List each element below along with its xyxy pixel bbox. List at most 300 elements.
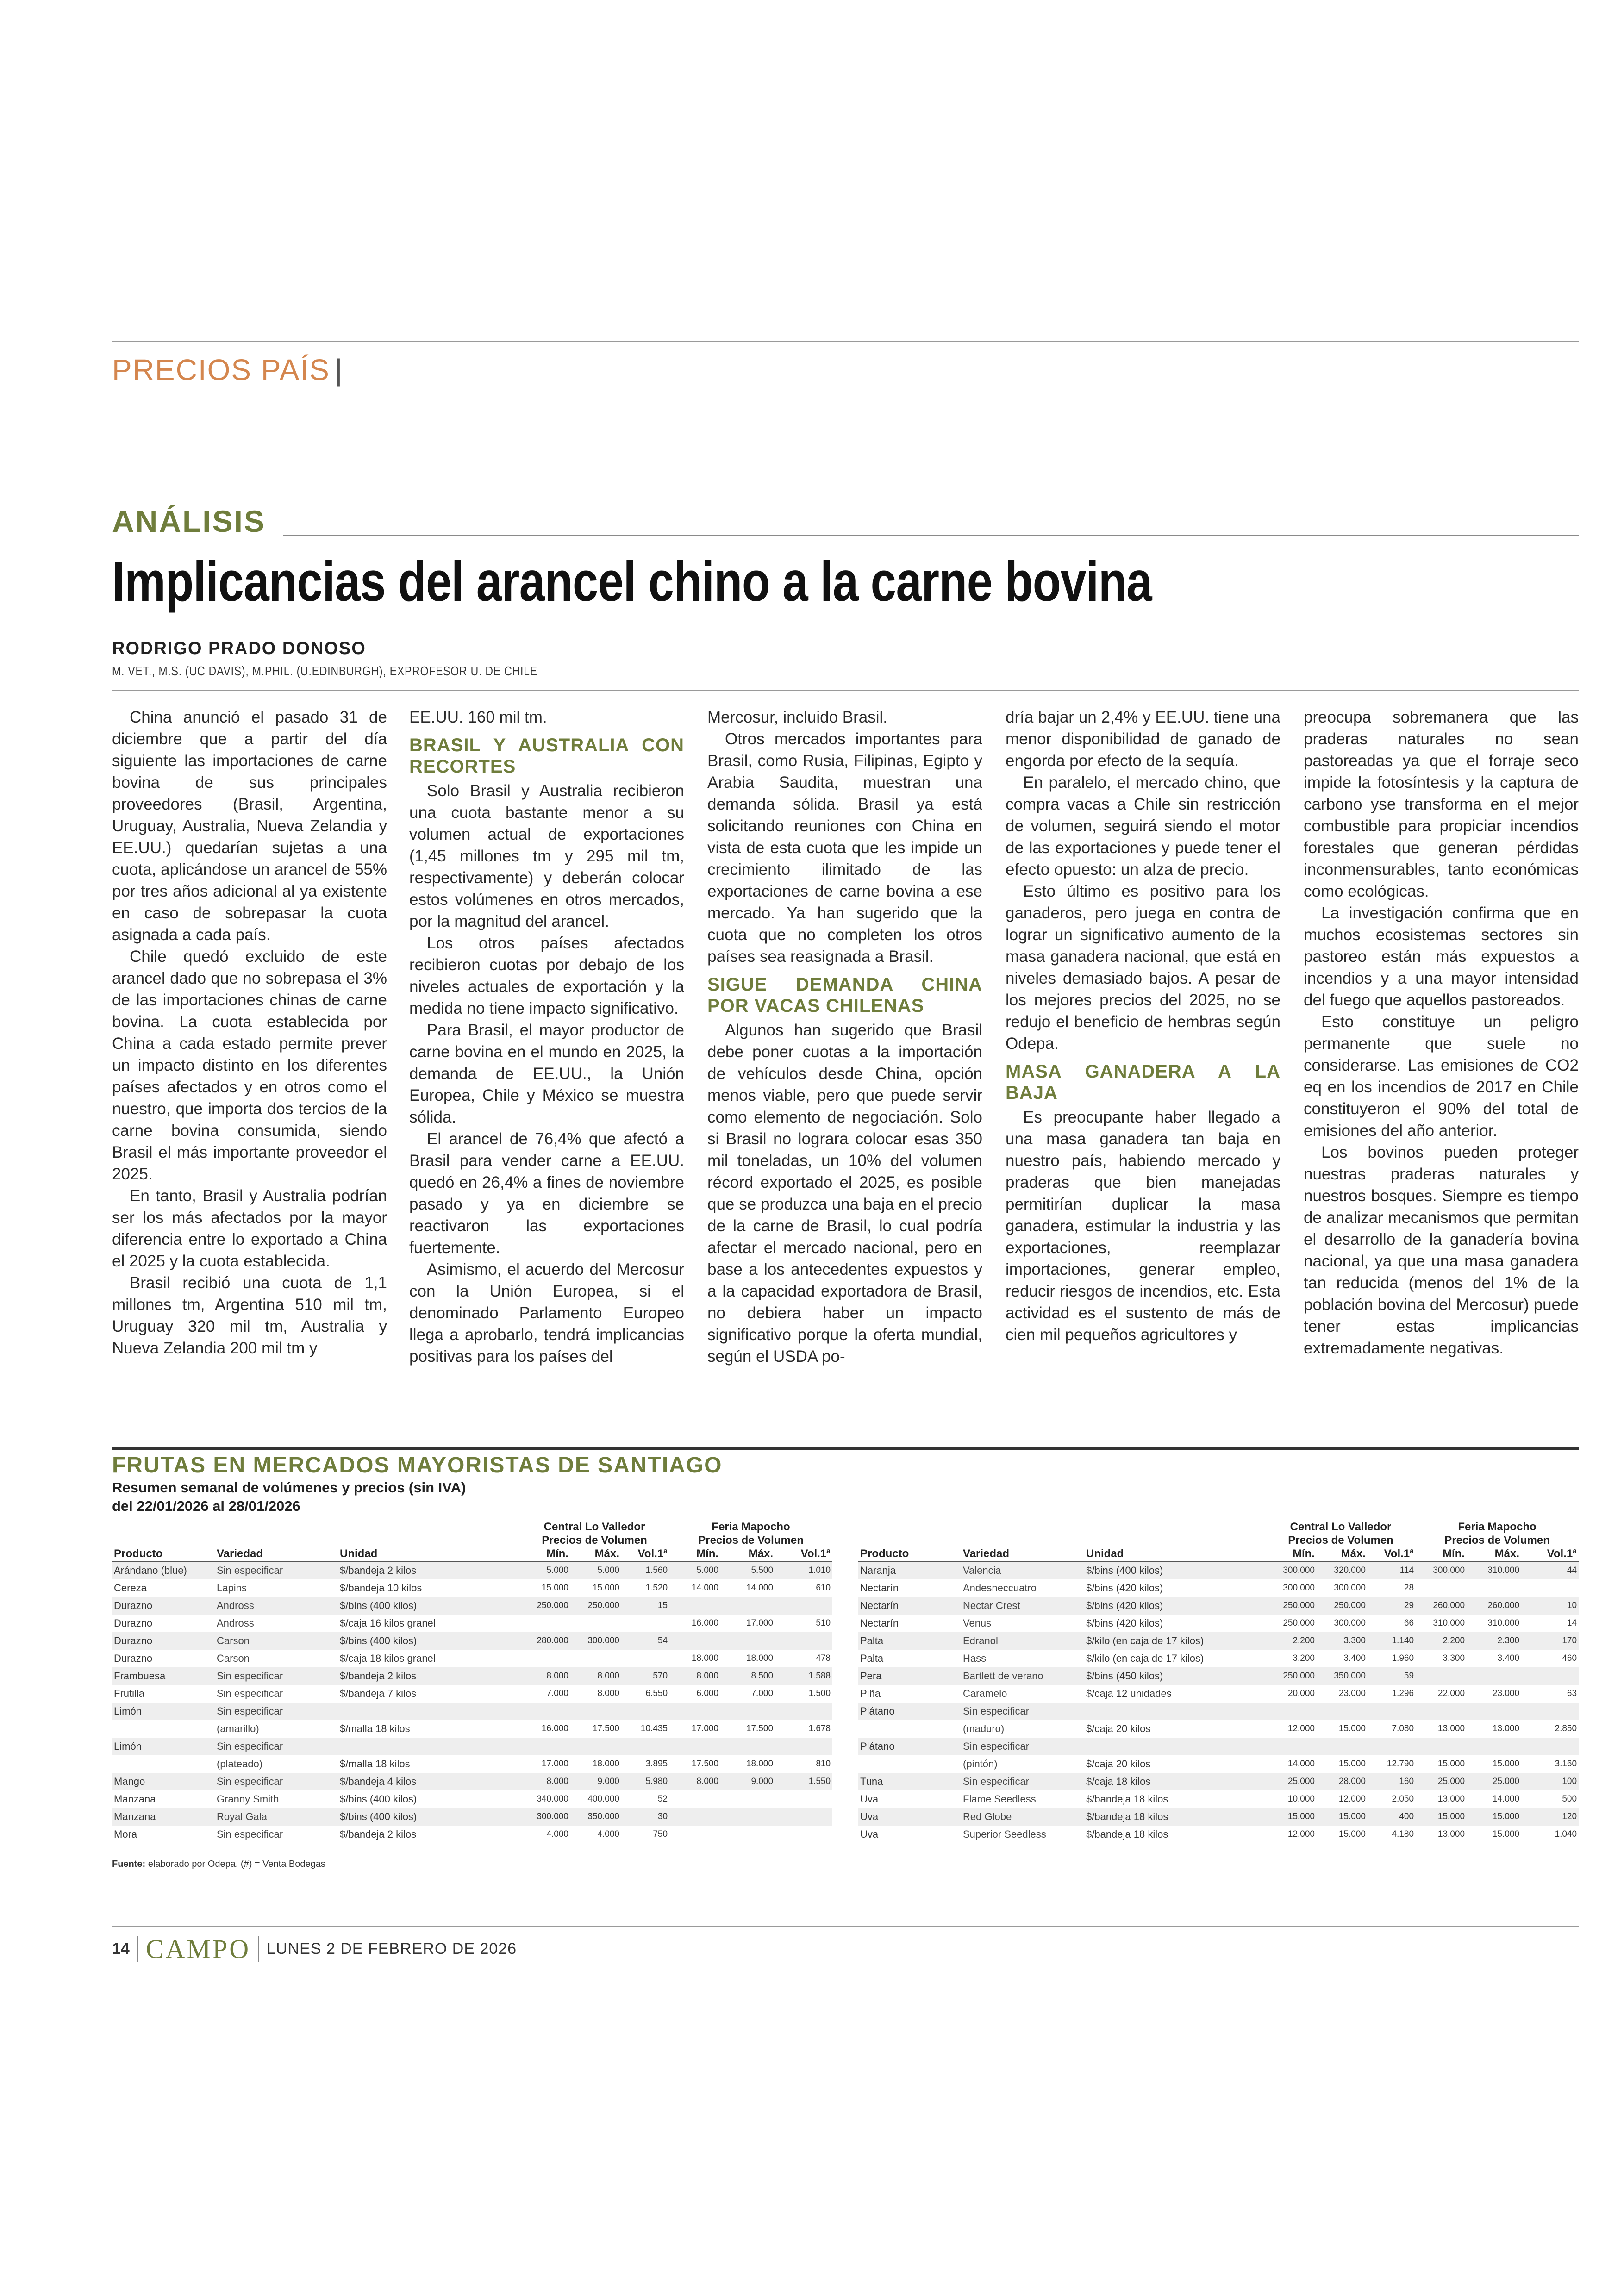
cell-producto: Tuna: [858, 1773, 961, 1790]
cell-unidad: $/bins (400 kilos): [340, 1793, 417, 1805]
cell-lv-min: 5.000: [519, 1561, 570, 1579]
cell-variedad: Valencia: [961, 1561, 1084, 1579]
table-row: [858, 1773, 1579, 1790]
cell-fm-min: [669, 1632, 720, 1650]
cell-variedad: Sin especificar: [961, 1703, 1084, 1720]
cell-lv-vol: 66: [1404, 1618, 1414, 1628]
cell-variedad: Hass: [963, 1653, 987, 1664]
column-header-variedad: Variedad: [961, 1547, 1084, 1561]
cell-unidad: $/bins (420 kilos): [1084, 1597, 1266, 1615]
cell-lv-max: 8.000: [570, 1667, 621, 1685]
cell-fm-min: 17.500: [691, 1759, 719, 1769]
cell-lv-min: 4.000: [546, 1829, 568, 1839]
cell-lv-min: 250.000: [519, 1597, 570, 1615]
column-header-variedad: Variedad: [215, 1547, 338, 1561]
cell-fm-max: 23.000: [1492, 1689, 1520, 1698]
cell-fm-max: [720, 1808, 775, 1826]
cell-unidad: $/bandeja 18 kilos: [1086, 1793, 1168, 1805]
cell-fm-vol: 170: [1521, 1632, 1579, 1650]
subheading: BRASIL Y AUSTRALIA CON RECORTES: [409, 735, 684, 777]
price-table-left: [112, 1520, 832, 1843]
cell-lv-vol: [1368, 1703, 1416, 1720]
cell-lv-min: 15.000: [1266, 1808, 1317, 1826]
table-row: [112, 1826, 832, 1843]
cell-fm-min: 3.300: [1443, 1653, 1465, 1663]
cell-fm-max: 2.300: [1467, 1632, 1521, 1650]
cell-lv-min: 250.000: [1283, 1618, 1315, 1628]
table-row: [112, 1720, 832, 1738]
table-row: [858, 1579, 1579, 1597]
cell-lv-min: 2.200: [1266, 1632, 1317, 1650]
cell-lv-min: 300.000: [1266, 1561, 1317, 1579]
cell-lv-min: 15.000: [541, 1583, 568, 1593]
column-header-min: Mín.: [519, 1547, 570, 1561]
cell-fm-max: [1467, 1703, 1521, 1720]
cell-unidad: $/bins (400 kilos): [338, 1597, 519, 1615]
cell-variedad: Andross: [217, 1617, 254, 1629]
cell-producto: Limón: [112, 1703, 215, 1720]
cell-variedad: Sin especificar: [217, 1828, 283, 1840]
table-source: [112, 1859, 325, 1870]
cell-lv-min: 250.000: [1266, 1597, 1317, 1615]
cell-fm-max: 13.000: [1492, 1724, 1520, 1734]
cell-variedad: Sin especificar: [961, 1773, 1084, 1790]
cell-fm-vol: [775, 1790, 832, 1808]
cell-fm-max: 3.400: [1497, 1653, 1520, 1663]
cell-fm-vol: [775, 1738, 832, 1755]
table-row: [112, 1597, 832, 1615]
cell-lv-min: 12.000: [1287, 1829, 1315, 1839]
column-header-vol: Vol.1ª: [775, 1547, 832, 1561]
cell-unidad: $/caja 16 kilos granel: [340, 1617, 436, 1629]
cell-variedad: Caramelo: [963, 1688, 1007, 1699]
table-row: [858, 1720, 1579, 1738]
paragraph: preocupa sobremanera que las praderas naturales no sean pastoreadas ya que el forraje seco impide la fotosíntesis y la captura de carbono yse transforma en el mejor combustible para propiciar incendios forestales que generan pérdidas inconmensurables, tanto económicas como ecológicas.: [1304, 708, 1579, 900]
cell-fm-vol: [1521, 1579, 1579, 1597]
cell-lv-min: [1266, 1738, 1317, 1755]
cell-fm-max: 25.000: [1467, 1773, 1521, 1790]
table-row: [112, 1790, 832, 1808]
cell-lv-vol: 1.960: [1392, 1653, 1414, 1663]
page-footer: [112, 1935, 517, 1963]
cell-lv-vol: 750: [653, 1829, 668, 1839]
cell-fm-vol: 500: [1562, 1794, 1577, 1804]
table-row: [112, 1685, 832, 1703]
cell-unidad: $/bins (450 kilos): [1084, 1667, 1266, 1685]
cell-variedad: (plateado): [217, 1758, 263, 1770]
cell-lv-max: [570, 1738, 621, 1755]
cell-fm-max: [720, 1826, 775, 1843]
cell-producto: Palta: [860, 1653, 884, 1664]
cell-fm-min: 6.000: [696, 1689, 719, 1698]
cell-lv-min: 10.000: [1287, 1794, 1315, 1804]
cell-variedad: Flame Seedless: [963, 1793, 1036, 1805]
cell-lv-max: 3.400: [1343, 1653, 1366, 1663]
cell-unidad: $/kilo (en caja de 17 kilos): [1086, 1653, 1204, 1664]
cell-unidad: $/bandeja 18 kilos: [1084, 1808, 1266, 1826]
cell-lv-min: 8.000: [519, 1667, 570, 1685]
cell-fm-vol: 3.160: [1555, 1759, 1577, 1769]
cell-variedad: Carson: [215, 1632, 338, 1650]
cell-fm-vol: 810: [816, 1759, 831, 1769]
cell-fm-max: 17.000: [746, 1618, 774, 1628]
cell-lv-max: [570, 1615, 621, 1632]
article-column-1: [112, 706, 387, 1359]
cell-variedad: (amarillo): [217, 1723, 259, 1734]
cell-unidad: $/caja 18 kilos granel: [340, 1653, 436, 1664]
cell-unidad: $/bandeja 18 kilos: [1086, 1828, 1168, 1840]
table-row: [858, 1597, 1579, 1615]
cell-lv-max: 9.000: [570, 1773, 621, 1790]
cell-lv-vol: 54: [621, 1632, 669, 1650]
cell-lv-min: 300.000: [519, 1808, 570, 1826]
column-header-max: Máx.: [720, 1547, 775, 1561]
cell-variedad: Nectar Crest: [961, 1597, 1084, 1615]
cell-lv-vol: [621, 1703, 669, 1720]
paragraph: Los bovinos pueden proteger nuestras praderas naturales y nuestros bosques. Siempre es tiempo de analizar mecanismos que permitan el desarrollo de la ganadería bovina nacional, ya que una masa ganadera tan reducida (menos del 1% de la población bovina del Mercosur) puede tener estas implicancias extremadamente negativas.: [1304, 1143, 1579, 1357]
cell-lv-max: 15.000: [1338, 1759, 1366, 1769]
footer-rule: [112, 1926, 1579, 1927]
paragraph: Mercosur, incluido Brasil.: [707, 708, 888, 726]
cell-fm-min: [669, 1738, 720, 1755]
paragraph: Otros mercados importantes para Brasil, como Rusia, Filipinas, Egipto y Arabia Saudita, muestran una demanda sólida. Brasil ya está solicitando reuniones con China en vista de esta cuota que les impide un crecimiento ilimitado de las exportaciones de carne bovina a ese mercado. Ya han sugerido que la cuota que no completen los otros países sea reasignada a Brasil.: [707, 730, 982, 966]
article-column-5: [1304, 706, 1579, 1359]
cell-fm-vol: [775, 1632, 832, 1650]
cell-unidad: $/malla 18 kilos: [340, 1723, 410, 1734]
table-row: [112, 1738, 832, 1755]
paragraph: En paralelo, el mercado chino, que compra vacas a Chile sin restricción de volumen, seguirá siendo el motor de las exportaciones y puede tener el efecto opuesto: un alza de precio.: [1006, 773, 1280, 879]
cell-fm-max: 8.500: [720, 1667, 775, 1685]
cell-unidad: $/bins (420 kilos): [1086, 1582, 1163, 1594]
table-row: [858, 1755, 1579, 1773]
cell-producto: Piña: [860, 1688, 881, 1699]
cell-producto: Frambuesa: [112, 1667, 215, 1685]
article-kicker: ANÁLISIS: [112, 504, 266, 538]
cell-lv-max: 350.000: [1317, 1667, 1368, 1685]
cell-fm-vol: [775, 1597, 832, 1615]
cell-lv-max: 12.000: [1338, 1794, 1366, 1804]
cell-lv-vol: 1.296: [1392, 1689, 1414, 1698]
cell-producto: Manzana: [112, 1808, 215, 1826]
cell-lv-min: 8.000: [519, 1773, 570, 1790]
cell-unidad: $/bins (400 kilos): [338, 1808, 519, 1826]
cell-lv-min: 3.200: [1293, 1653, 1315, 1663]
cell-lv-min: [519, 1703, 570, 1720]
cell-producto: Durazno: [112, 1632, 215, 1650]
cell-lv-min: [519, 1650, 570, 1667]
cell-lv-vol: 10.435: [640, 1724, 668, 1734]
cell-lv-min: 20.000: [1287, 1689, 1315, 1698]
publication-date: LUNES 2 DE FEBRERO DE 2026: [267, 1940, 517, 1958]
cell-lv-vol: [621, 1615, 669, 1632]
cell-producto: Mango: [112, 1773, 215, 1790]
cell-fm-vol: 1.500: [808, 1689, 831, 1698]
paragraph: Los otros países afectados recibieron cuotas por debajo de los niveles actuales de exportación y la medida no tiene impacto significativo.: [409, 934, 684, 1017]
section-tag: [112, 353, 344, 387]
publication-name: CAMPO: [145, 1933, 251, 1964]
cell-lv-vol: 6.550: [645, 1689, 668, 1698]
cell-fm-min: 8.000: [669, 1773, 720, 1790]
cell-lv-min: [519, 1738, 570, 1755]
paragraph: Es preocupante haber llegado a una masa ganadera tan baja en nuestro país, habiendo mercado y praderas que bien manejadas permitirían duplicar la masa ganadera, estimular la industria y las exportaciones, reemplazar importaciones, generar empleo, reducir riesgos de incendios, etc. Esta actividad es el sustento de más de cien mil pequeños agricultores y: [1006, 1108, 1280, 1344]
cell-lv-max: 8.000: [597, 1689, 619, 1698]
cell-fm-max: [720, 1632, 775, 1650]
cell-variedad: Sin especificar: [961, 1738, 1084, 1755]
column-header-min: Mín.: [669, 1547, 720, 1561]
cell-fm-min: 260.000: [1416, 1597, 1467, 1615]
cell-fm-min: 8.000: [669, 1667, 720, 1685]
cell-fm-max: 18.000: [746, 1759, 774, 1769]
cell-fm-vol: 63: [1567, 1689, 1577, 1698]
table-subtitle: Resumen semanal de volúmenes y precios (sin IVA): [112, 1479, 466, 1496]
cell-fm-vol: 460: [1562, 1653, 1577, 1663]
column-header-max: Máx.: [570, 1547, 621, 1561]
cell-fm-vol: 2.850: [1555, 1724, 1577, 1734]
cell-unidad: $/caja 18 kilos: [1084, 1773, 1266, 1790]
cell-producto: Uva: [860, 1793, 879, 1805]
cell-lv-vol: 30: [621, 1808, 669, 1826]
table-row: [858, 1650, 1579, 1667]
cell-fm-min: 17.000: [691, 1724, 719, 1734]
cell-lv-min: 16.000: [541, 1724, 568, 1734]
cell-producto: [112, 1720, 215, 1738]
cell-lv-max: [570, 1703, 621, 1720]
cell-lv-min: 7.000: [546, 1689, 568, 1698]
paragraph: El arancel de 76,4% que afectó a Brasil para vender carne a EE.UU. quedó en 26,4% a fines de noviembre pasado y ya en diciembre se reactivaron las exportaciones fuertemente.: [409, 1130, 684, 1257]
table-date-range: del 22/01/2026 al 28/01/2026: [112, 1498, 300, 1514]
cell-producto: [858, 1755, 961, 1773]
cell-lv-vol: 1.140: [1368, 1632, 1416, 1650]
cell-fm-vol: 14: [1567, 1618, 1577, 1628]
table-row: [858, 1703, 1579, 1720]
cell-producto: Mora: [114, 1828, 137, 1840]
article-headline: Implicancias del arancel chino a la carne bovina: [112, 550, 1152, 613]
cell-producto: Palta: [858, 1632, 961, 1650]
cell-lv-max: 4.000: [597, 1829, 619, 1839]
column-header-vol: Vol.1ª: [1521, 1547, 1579, 1561]
cell-fm-min: 310.000: [1433, 1618, 1465, 1628]
cell-fm-min: [1416, 1579, 1467, 1597]
cell-lv-min: [1266, 1703, 1317, 1720]
cell-fm-max: [1467, 1667, 1521, 1685]
author-credentials: M. VET., M.S. (UC DAVIS), M.PHIL. (U.EDINBURGH), EXPROFESOR U. DE CHILE: [112, 664, 537, 678]
cell-fm-max: [1467, 1738, 1521, 1755]
price-table-right: [858, 1520, 1579, 1843]
cell-producto: Frutilla: [114, 1688, 145, 1699]
cell-producto: Cereza: [114, 1582, 147, 1594]
cell-lv-max: 350.000: [570, 1808, 621, 1826]
table-row: [112, 1755, 832, 1773]
cell-lv-max: [1317, 1738, 1368, 1755]
paragraph: EE.UU. 160 mil tm.: [409, 708, 547, 726]
cell-lv-vol: 400: [1368, 1808, 1416, 1826]
cell-variedad: Bartlett de verano: [961, 1667, 1084, 1685]
cell-variedad: Sin especificar: [215, 1667, 338, 1685]
cell-lv-min: 25.000: [1266, 1773, 1317, 1790]
cell-unidad: [1084, 1738, 1266, 1755]
cell-unidad: $/bins (400 kilos): [338, 1632, 519, 1650]
cell-lv-max: 320.000: [1317, 1561, 1368, 1579]
cell-fm-min: [1416, 1703, 1467, 1720]
cell-fm-max: 15.000: [1492, 1759, 1520, 1769]
table-title: FRUTAS EN MERCADOS MAYORISTAS DE SANTIAGO: [112, 1453, 723, 1478]
cell-fm-max: 310.000: [1467, 1561, 1521, 1579]
kicker-rule: [283, 535, 1579, 536]
cell-lv-vol: 7.080: [1392, 1724, 1414, 1734]
cell-lv-max: 300.000: [1334, 1618, 1366, 1628]
column-header-vol: Vol.1ª: [1368, 1547, 1416, 1561]
cell-producto: [112, 1755, 215, 1773]
cell-lv-min: [519, 1615, 570, 1632]
cell-lv-min: 17.000: [541, 1759, 568, 1769]
cell-lv-vol: 3.895: [645, 1759, 668, 1769]
cell-unidad: $/bandeja 2 kilos: [338, 1667, 519, 1685]
cell-variedad: Red Globe: [961, 1808, 1084, 1826]
group-header-lo-valledor: Central Lo Valledor Precios de Volumen: [542, 1521, 647, 1547]
table-row: [858, 1615, 1579, 1632]
cell-lv-max: 15.000: [1317, 1808, 1368, 1826]
cell-variedad: Sin especificar: [215, 1773, 338, 1790]
table-row: [858, 1790, 1579, 1808]
cell-fm-min: 16.000: [691, 1618, 719, 1628]
cell-lv-vol: 1.560: [621, 1561, 669, 1579]
cell-variedad: Sin especificar: [215, 1703, 338, 1720]
cell-variedad: Royal Gala: [215, 1808, 338, 1826]
cell-lv-max: 250.000: [570, 1597, 621, 1615]
cell-unidad: $/bins (420 kilos): [1086, 1617, 1163, 1629]
column-header-min: Mín.: [1416, 1547, 1467, 1561]
cell-unidad: $/kilo (en caja de 17 kilos): [1084, 1632, 1266, 1650]
cell-fm-min: 13.000: [1437, 1794, 1465, 1804]
cell-fm-vol: [775, 1808, 832, 1826]
cell-fm-max: [720, 1703, 775, 1720]
cell-variedad: Venus: [963, 1617, 992, 1629]
cell-producto: Plátano: [858, 1738, 961, 1755]
byline-rule: [112, 690, 1579, 691]
column-header-unidad: Unidad: [338, 1547, 519, 1561]
cell-fm-min: 2.200: [1416, 1632, 1467, 1650]
cell-lv-vol: [621, 1738, 669, 1755]
cell-variedad: Edranol: [961, 1632, 1084, 1650]
cell-fm-vol: 610: [816, 1583, 831, 1593]
column-header-producto: Producto: [112, 1547, 215, 1561]
cell-producto: Nectarín: [860, 1582, 899, 1594]
cell-lv-max: 15.000: [1338, 1829, 1366, 1839]
cell-fm-max: 9.000: [720, 1773, 775, 1790]
cell-lv-vol: 15: [621, 1597, 669, 1615]
top-rule: [112, 341, 1579, 342]
cell-fm-min: 14.000: [691, 1583, 719, 1593]
cell-producto: Pera: [858, 1667, 961, 1685]
cell-unidad: $/caja 12 unidades: [1086, 1688, 1172, 1699]
table-row: [858, 1667, 1579, 1685]
cell-producto: Arándano (blue): [112, 1561, 215, 1579]
cell-fm-vol: 1.550: [775, 1773, 832, 1790]
cell-producto: Nectarín: [860, 1617, 899, 1629]
cell-fm-min: [1416, 1667, 1467, 1685]
cell-fm-min: 22.000: [1437, 1689, 1465, 1698]
cell-variedad: Superior Seedless: [963, 1828, 1046, 1840]
paragraph: Algunos han sugerido que Brasil debe poner cuotas a la importación de vehículos desde China, opción menos viable, pero que puede servir como elemento de negociación. Solo si Brasil no lograra colocar esas 350 mil toneladas, un 10% del volumen récord exportado el 2025, es posible que se produzca una baja en el precio de la carne de Brasil, lo cual podría afectar el mercado nacional, pero en base a los antecedentes expuestos y a la capacidad exportadora de Brasil, no debiera haber un impacto significativo porque la oferta mundial, según el USDA po-: [707, 1021, 982, 1366]
cell-lv-vol: 59: [1368, 1667, 1416, 1685]
article-author: RODRIGO PRADO DONOSO: [112, 639, 366, 658]
cell-producto: Manzana: [114, 1793, 156, 1805]
cell-lv-vol: 2.050: [1392, 1794, 1414, 1804]
table-row: [112, 1632, 832, 1650]
cell-lv-max: 3.300: [1317, 1632, 1368, 1650]
table-row: [858, 1826, 1579, 1843]
cell-fm-max: 17.500: [746, 1724, 774, 1734]
cell-fm-min: 18.000: [691, 1653, 719, 1663]
cell-lv-min: 14.000: [1287, 1759, 1315, 1769]
cell-lv-max: 28.000: [1317, 1773, 1368, 1790]
table-row: [112, 1703, 832, 1720]
cell-producto: Durazno: [112, 1597, 215, 1615]
column-header-producto: Producto: [858, 1547, 961, 1561]
cell-lv-min: 340.000: [537, 1794, 568, 1804]
group-header-feria-mapocho: Feria Mapocho Precios de Volumen: [1444, 1521, 1550, 1547]
cell-fm-max: [720, 1738, 775, 1755]
cell-unidad: $/bandeja 2 kilos: [338, 1561, 519, 1579]
cell-fm-max: 310.000: [1487, 1618, 1520, 1628]
paragraph: Esto último es positivo para los ganaderos, pero juega en contra de lograr un significativo aumento de la masa ganadera nacional, que está en niveles demasiado bajos. A pesar de los mejores precios del 2025, no se redujo el beneficio de hembras según Odepa.: [1006, 882, 1280, 1053]
column-header-unidad: Unidad: [1084, 1547, 1266, 1561]
cell-fm-max: 260.000: [1467, 1597, 1521, 1615]
table-row: [112, 1650, 832, 1667]
cell-fm-vol: [1521, 1738, 1579, 1755]
table-row: [112, 1579, 832, 1597]
cell-producto: Durazno: [114, 1617, 153, 1629]
cell-lv-max: 15.000: [592, 1583, 619, 1593]
cell-variedad: Granny Smith: [217, 1793, 279, 1805]
cell-fm-vol: 1.010: [775, 1561, 832, 1579]
table-top-rule: [112, 1447, 1579, 1450]
paragraph: Chile quedó excluido de este arancel dado que no sobrepasa el 3% de las importaciones chinas de carne bovina. La cuota establecida por China a cada estado permite prever un impacto distinto en los diferentes países afectados y en otros como el nuestro, que importa dos tercios de la carne bovina consumida, siendo Brasil el más importante proveedor el 2025.: [112, 948, 387, 1183]
cell-fm-min: [669, 1703, 720, 1720]
cell-unidad: $/malla 18 kilos: [340, 1758, 410, 1770]
article-column-2: [409, 706, 684, 1367]
cell-fm-min: [669, 1826, 720, 1843]
cell-fm-vol: 1.588: [775, 1667, 832, 1685]
cell-unidad: $/bandeja 2 kilos: [340, 1828, 417, 1840]
cell-fm-max: [720, 1790, 775, 1808]
cell-lv-vol: 12.790: [1387, 1759, 1414, 1769]
cell-fm-min: 5.000: [669, 1561, 720, 1579]
cell-fm-min: 300.000: [1416, 1561, 1467, 1579]
cell-lv-vol: 4.180: [1392, 1829, 1414, 1839]
cell-variedad: Lapins: [217, 1582, 247, 1594]
cell-variedad: (pintón): [963, 1758, 998, 1770]
cell-fm-vol: 1.678: [808, 1724, 831, 1734]
cell-variedad: (maduro): [963, 1723, 1005, 1734]
paragraph: Para Brasil, el mayor productor de carne bovina en el mundo en 2025, la demanda de EE.UU., la Unión Europea, Chile y México se muestra sólida.: [409, 1021, 684, 1126]
table-row: [112, 1561, 832, 1579]
article-column-4: [1006, 706, 1280, 1346]
cell-lv-vol: [621, 1650, 669, 1667]
cell-lv-min: 250.000: [1266, 1667, 1317, 1685]
cell-lv-vol: 570: [621, 1667, 669, 1685]
paragraph: Solo Brasil y Australia recibieron una cuota bastante menor a su volumen actual de exportaciones (1,45 millones tm y 295 mil tm, respectivamente) y deberán colocar estos volúmenes en otros mercados, por la magnitud del arancel.: [409, 782, 684, 930]
table-row: [858, 1561, 1579, 1579]
cell-fm-vol: 100: [1521, 1773, 1579, 1790]
cell-fm-vol: 44: [1521, 1561, 1579, 1579]
cell-fm-min: [669, 1790, 720, 1808]
cell-variedad: Sin especificar: [215, 1561, 338, 1579]
cell-producto: Limón: [112, 1738, 215, 1755]
article-column-3: [707, 706, 982, 1367]
cell-fm-max: [1467, 1579, 1521, 1597]
table-row: [858, 1738, 1579, 1755]
